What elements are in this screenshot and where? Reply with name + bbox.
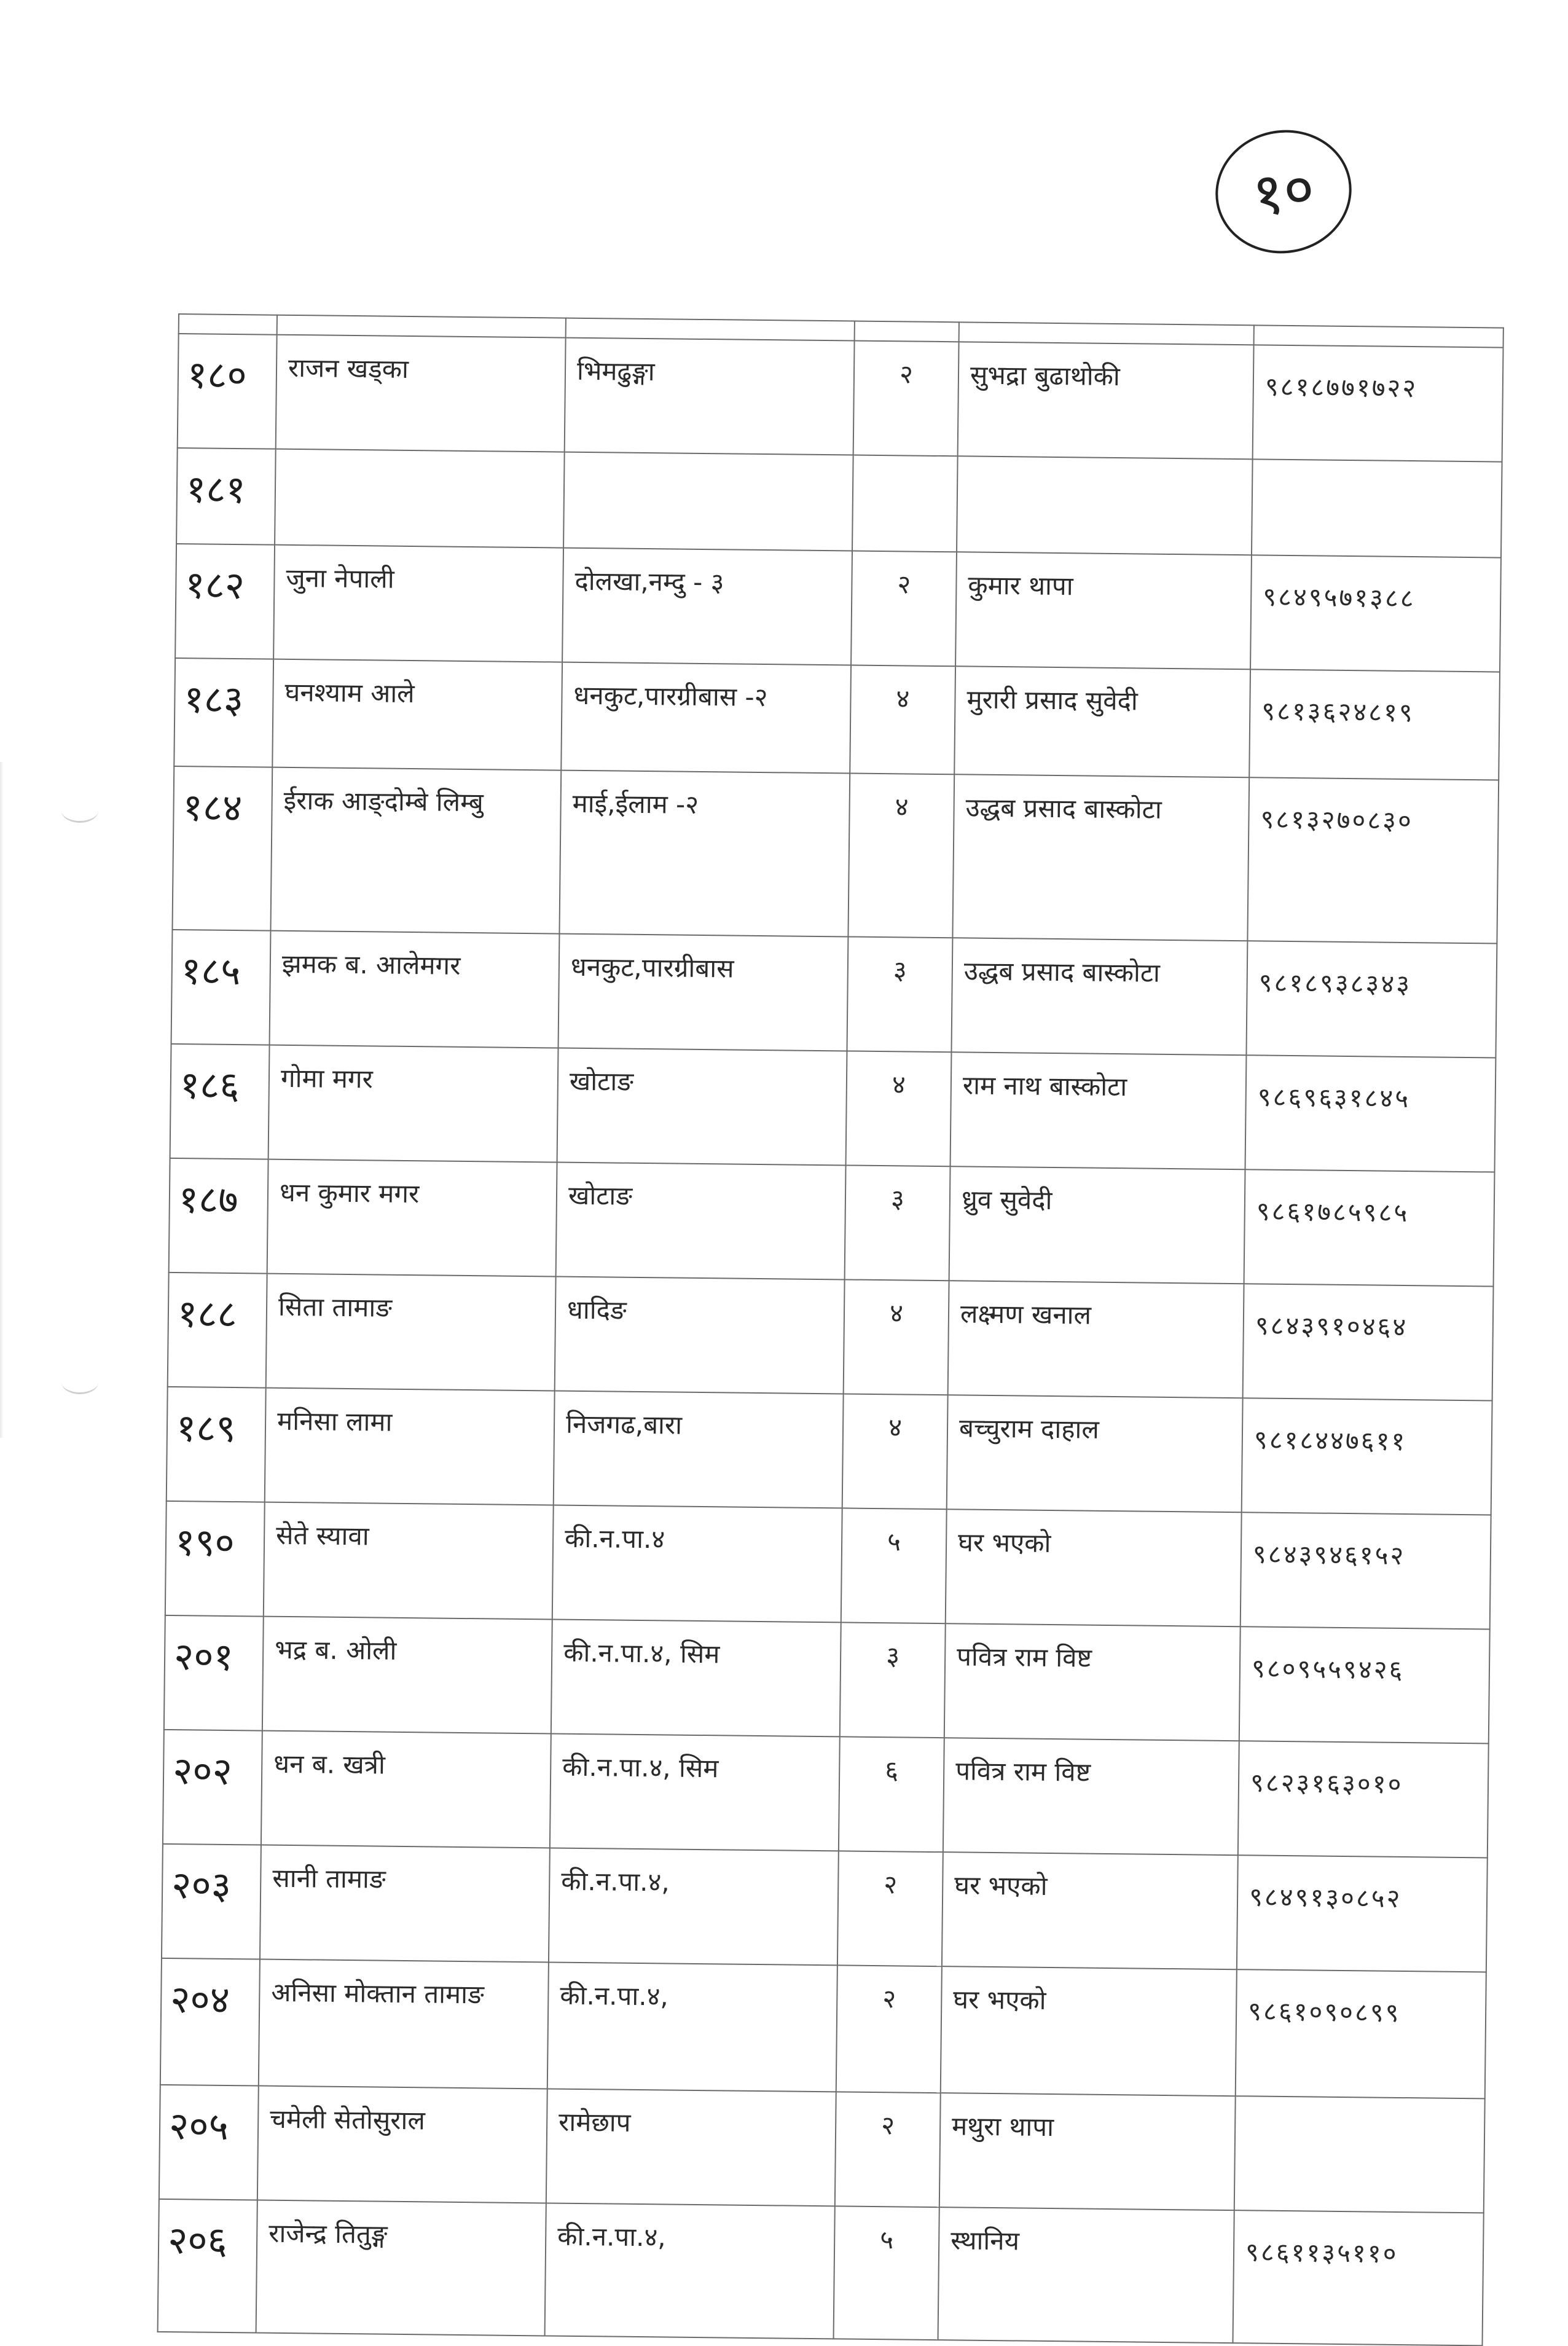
name-cell: मनिसा लामा bbox=[265, 1388, 555, 1505]
name-cell: धन कुमार मगर bbox=[267, 1159, 557, 1277]
address-cell bbox=[563, 452, 853, 551]
table-row bbox=[160, 1958, 1486, 2099]
serial-number-cell: २०६ bbox=[158, 2199, 257, 2333]
name-cell: धन ब. खत्री bbox=[261, 1731, 551, 1848]
serial-number-cell: १८९ bbox=[167, 1387, 266, 1502]
name-cell: ईराक आङ्दोम्बे लिम्बु bbox=[270, 767, 561, 934]
reference-cell: बच्चुराम दाहाल bbox=[947, 1395, 1243, 1512]
phone-cell bbox=[1252, 459, 1502, 557]
serial-number-cell: १८८ bbox=[168, 1273, 267, 1388]
phone-cell bbox=[1234, 2096, 1485, 2213]
name-cell: चमेली सेतोसुराल bbox=[257, 2086, 547, 2203]
phone-cell: ९८६१०९०८९९ bbox=[1236, 1969, 1486, 2098]
table-row bbox=[162, 1844, 1488, 1972]
phone-cell: ९८१८७७१७२२ bbox=[1253, 345, 1503, 461]
name-cell: गोमा मगर bbox=[269, 1045, 559, 1163]
address-cell: माई,ईलाम -२ bbox=[559, 771, 850, 937]
address-cell: धादिङ bbox=[555, 1277, 845, 1394]
family-count-cell: ५ bbox=[834, 2206, 939, 2340]
family-count-cell: ३ bbox=[845, 1165, 951, 1281]
header-cell bbox=[855, 321, 959, 342]
table-row bbox=[176, 448, 1502, 558]
table-row bbox=[163, 1730, 1489, 1858]
family-count-cell: ४ bbox=[842, 1394, 948, 1509]
reference-cell: घर भएको bbox=[941, 1966, 1237, 2096]
address-cell: की.न.पा.४ bbox=[552, 1505, 842, 1623]
serial-number-cell: २०२ bbox=[163, 1730, 262, 1845]
phone-cell: ९८४३९४६१५२ bbox=[1241, 1512, 1491, 1629]
name-cell: राजन खड्का bbox=[276, 335, 566, 452]
reference-cell: सुभद्रा बुढाथोकी bbox=[958, 342, 1254, 459]
family-count-cell: ४ bbox=[844, 1279, 949, 1395]
name-cell: राजेन्द्र तितुङ्ग bbox=[256, 2200, 546, 2336]
table-row bbox=[171, 930, 1497, 1058]
family-count-cell: २ bbox=[836, 1965, 942, 2093]
name-cell bbox=[275, 449, 565, 548]
header-cell bbox=[959, 322, 1254, 345]
family-count-cell: ५ bbox=[841, 1508, 947, 1623]
reference-cell: घर भएको bbox=[946, 1509, 1242, 1626]
phone-cell: ९८४३९१०४६४ bbox=[1243, 1284, 1494, 1400]
family-count-cell: २ bbox=[835, 2092, 941, 2207]
name-cell: सानी तामाङ bbox=[260, 1845, 550, 1963]
reference-cell: स्थानिय bbox=[938, 2207, 1234, 2343]
family-count-cell: ४ bbox=[848, 773, 954, 938]
address-cell: धनकुट,पारग्रीबास bbox=[559, 934, 849, 1051]
reference-cell: पवित्र राम विष्ट bbox=[943, 1738, 1239, 1855]
reference-cell: पवित्र राम विष्ट bbox=[944, 1623, 1241, 1741]
serial-number-cell: १८४ bbox=[172, 766, 272, 931]
header-cell bbox=[277, 315, 566, 338]
punch-hole-mark bbox=[61, 1370, 98, 1394]
phone-cell: ९८६९६३१८४५ bbox=[1245, 1055, 1496, 1172]
address-cell: की.न.पा.४, bbox=[549, 1848, 839, 1965]
header-cell bbox=[1254, 325, 1503, 347]
name-cell: झमक ब. आलेमगर bbox=[270, 931, 560, 1048]
serial-number-cell: १८१ bbox=[176, 448, 276, 545]
name-cell: सिता तामाङ bbox=[266, 1274, 556, 1391]
phone-cell: ९८६११३५११० bbox=[1233, 2210, 1484, 2345]
family-count-cell: ४ bbox=[850, 665, 955, 774]
reference-cell: कुमार थापा bbox=[955, 552, 1252, 669]
address-cell: निजगढ,बारा bbox=[554, 1391, 844, 1508]
scan-edge-shadow bbox=[0, 762, 4, 1438]
address-cell: की.न.पा.४, सिम bbox=[551, 1619, 841, 1736]
name-cell: अनिसा मोक्तान तामाङ bbox=[259, 1960, 549, 2089]
serial-number-cell: १९० bbox=[165, 1501, 265, 1617]
table-row bbox=[164, 1615, 1490, 1744]
serial-number-cell: २०३ bbox=[162, 1844, 261, 1960]
serial-number-cell: १८३ bbox=[174, 658, 273, 767]
reference-cell: मथुरा थापा bbox=[939, 2093, 1236, 2210]
family-count-cell bbox=[852, 455, 958, 552]
address-cell: दोलखा,नम्दु - ३ bbox=[562, 548, 852, 665]
table-row bbox=[169, 1158, 1495, 1287]
name-cell: सेते स्यावा bbox=[264, 1502, 554, 1620]
header-cell bbox=[179, 314, 277, 335]
family-count-cell: ३ bbox=[847, 936, 952, 1052]
phone-cell: ९८१३२७०८३० bbox=[1247, 777, 1499, 943]
beneficiary-table bbox=[157, 313, 1504, 2346]
name-cell: घनश्याम आले bbox=[272, 659, 562, 771]
table-row bbox=[167, 1387, 1492, 1515]
beneficiary-list-sheet bbox=[161, 313, 1503, 2269]
family-count-cell: २ bbox=[851, 551, 957, 667]
reference-cell: ध्रुव सुवेदी bbox=[949, 1166, 1245, 1284]
reference-cell: मुरारी प्रसाद सुवेदी bbox=[954, 666, 1250, 777]
table-row bbox=[158, 2199, 1484, 2346]
table-row bbox=[178, 334, 1503, 462]
table-body bbox=[158, 314, 1503, 2345]
name-cell: भद्र ब. ओली bbox=[262, 1617, 552, 1734]
phone-cell: ९८१८९३८३४३ bbox=[1246, 941, 1497, 1057]
address-cell: की.न.पा.४, bbox=[545, 2203, 835, 2339]
serial-number-cell: २०१ bbox=[164, 1615, 264, 1731]
phone-cell: ९८२३१६३०१० bbox=[1238, 1741, 1489, 1858]
table-row bbox=[175, 544, 1501, 672]
serial-number-cell: १८० bbox=[178, 334, 277, 449]
family-count-cell: २ bbox=[837, 1851, 943, 1966]
serial-number-cell: २०५ bbox=[159, 2085, 259, 2200]
reference-cell: घर भएको bbox=[942, 1852, 1238, 1969]
name-cell: जुना नेपाली bbox=[273, 545, 563, 662]
family-count-cell: ४ bbox=[846, 1051, 952, 1166]
serial-number-cell: १८५ bbox=[171, 930, 271, 1045]
phone-cell: ९८४९१३०८५२ bbox=[1237, 1855, 1488, 1972]
table-row bbox=[172, 766, 1499, 944]
table-row bbox=[165, 1501, 1491, 1630]
phone-cell: ९८१३६२४८१९ bbox=[1249, 669, 1500, 780]
address-cell: भिमढुङ्गा bbox=[565, 338, 855, 455]
header-cell bbox=[566, 318, 855, 341]
address-cell: रामेछाप bbox=[546, 2089, 836, 2206]
family-count-cell: ६ bbox=[839, 1736, 944, 1852]
reference-cell: लक्ष्मण खनाल bbox=[948, 1281, 1244, 1398]
family-count-cell: २ bbox=[853, 341, 959, 457]
serial-number-cell: १८७ bbox=[169, 1158, 269, 1274]
serial-number-cell: १८६ bbox=[170, 1044, 270, 1159]
phone-cell: ९८४९५७१३८८ bbox=[1250, 555, 1501, 672]
reference-cell bbox=[957, 456, 1253, 555]
punch-hole-mark bbox=[61, 799, 98, 823]
table-row bbox=[168, 1273, 1494, 1401]
reference-cell: राम नाथ बास्कोटा bbox=[951, 1052, 1247, 1169]
serial-number-cell: १८२ bbox=[175, 544, 275, 659]
address-cell: खोटाङ bbox=[557, 1048, 847, 1166]
page-number-circled: १० bbox=[1205, 119, 1361, 264]
phone-cell: ९८०९५५९४२६ bbox=[1239, 1626, 1490, 1743]
phone-cell: ९८१८४४७६११ bbox=[1242, 1398, 1492, 1515]
address-cell: की.न.पा.४, सिम bbox=[550, 1733, 840, 1851]
table-row bbox=[159, 2085, 1485, 2213]
phone-cell: ९८६१७८५९८५ bbox=[1244, 1169, 1495, 1286]
family-count-cell: ३ bbox=[840, 1622, 946, 1738]
address-cell: धनकुट,पारग्रीबास -२ bbox=[561, 662, 851, 774]
address-cell: खोटाङ bbox=[556, 1163, 846, 1280]
table-row bbox=[174, 658, 1500, 780]
reference-cell: उद्धब प्रसाद बास्कोटा bbox=[952, 774, 1249, 941]
table-row bbox=[170, 1044, 1496, 1172]
reference-cell: उद्धब प्रसाद बास्कोटा bbox=[951, 938, 1247, 1055]
address-cell: की.न.पा.४, bbox=[547, 1962, 837, 2092]
serial-number-cell: २०४ bbox=[160, 1958, 260, 2086]
